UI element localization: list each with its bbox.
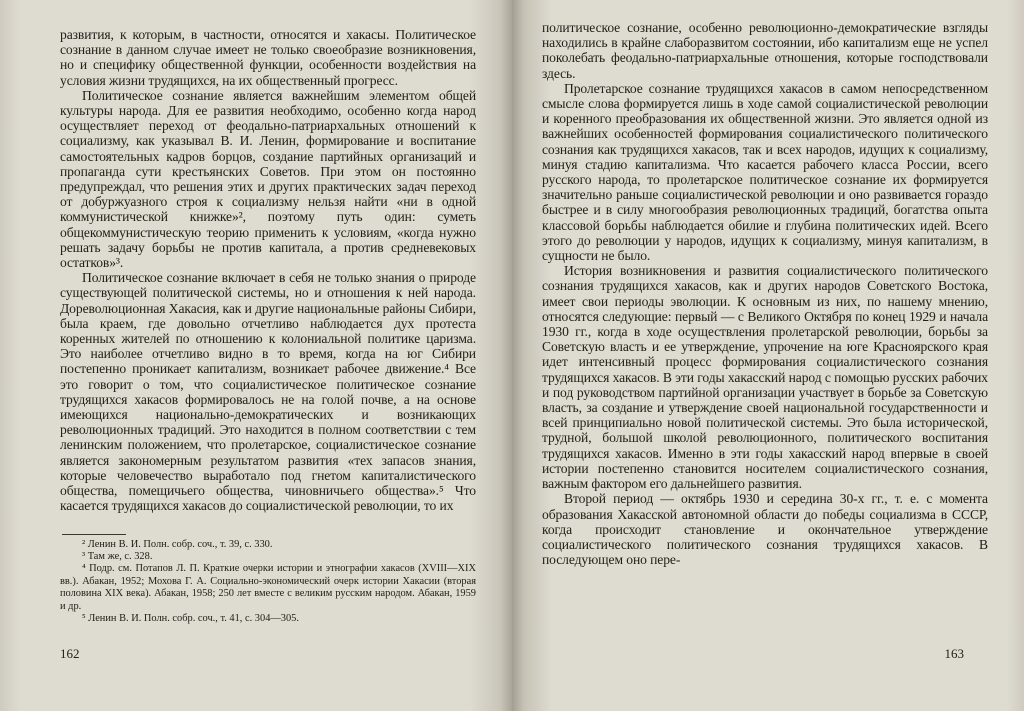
footnote-divider xyxy=(62,534,126,535)
footnote: ⁵ Ленин В. И. Полн. собр. соч., т. 41, с. 304—305. xyxy=(82,612,299,624)
left-page-text xyxy=(60,27,476,514)
paragraph: История возникновения и развития социалистического политического сознания трудящихся хакасов, как и других народов Советского Востока, имеет свои периоды эволюции. К основным из них, по нашему мнению, относятся следующие: первый — с Великого Октября по конец 1929 и начала 1930 гг., когда в ходе осуществления пролетарской революции, борьбы за Советскую власть и ее утверждение, упрочение на юге Красноярского края идет интенсивный процесс формирования социалистического сознания трудящихся хакасов. В эти годы хакасский народ с помощью русских рабочих и под руководством партийной организации участвует в борьбе за Советскую власть, за создание и утверждение своей национальной государственности и всей принципиально новой политической системы. Это была исторической, трудной, большой школой революционного, политического воспитания трудящихся хакасов. Именно в эти годы хакасский народ впервые в своей истории постепенно становится носителем социалистического сознания, важным фактором его дальнейшего развития. xyxy=(542,263,988,492)
right-page xyxy=(512,0,1024,711)
paragraph: развития, к которым, в частности, относятся и хакасы. Политическое сознание в данном случае имеет не только своеобразие возникновения, но и специфику общественной функции, особенности воздействия на условия жизни трудящихся, на их общественный прогресс. xyxy=(60,27,476,88)
page-number: 163 xyxy=(944,646,964,661)
paragraph: Политическое сознание включает в себя не только знания о природе существующей политической системы, но и отношения к ней народа. Дореволюционная Хакасия, как и другие национальные районы Сибири, была краем, где довольно отчетливо наблюдается дух протеста коренных жителей по отношению к колониальной политике царизма. Это наиболее отчетливо видно в то время, когда на юг Сибири постепенно проникает капитализм, возникает рабочее движение.⁴ Все это говорит о том, что социалистическое политическое сознание трудящихся хакасов формировалось не на голой почве, а на основе имеющихся национально-демократических и возникающих революционных традиций. Это находится в полном соответствии с тем ленинским положением, что пролетарское, социалистическое сознание является закономерным результатом развития «тех запасов знания, которые человечество выработало под гнетом капиталистического общества, помещичьего общества, чиновничьего общества».⁵ Что касается трудящихся хакасов до социалистической революции, то их xyxy=(60,270,476,514)
paragraph: Второй период — октябрь 1930 и середина 30-х гг., т. е. с момента образования Хакасской автономной области до победы социализма в СССР, когда происходит становление и окончательное утверждение социалистического политического сознания трудящихся хакасов. В последующем оно пере- xyxy=(542,491,988,568)
right-page-text xyxy=(542,20,988,567)
page-number: 162 xyxy=(60,646,80,661)
footnote: ² Ленин В. И. Полн. собр. соч., т. 39, с. 330. xyxy=(82,538,273,550)
paragraph: политическое сознание, особенно революционно-демократические взгляды находились в крайне слаборазвитом состоянии, ибо капитализм еще не успел поколебать феодально-патриархальные отношения, которые господствовали здесь. xyxy=(542,20,988,81)
paragraph: Пролетарское сознание трудящихся хакасов в самом непосредственном смысле слова формируется лишь в ходе самой социалистической революции и коренного преобразования их общественной жизни. Это является одной из важнейших особенностей формирования социалистического политического сознания как трудящихся хакасов, так и всех народов, идущих к социализму, минуя стадию капитализма. Что касается рабочего класса России, всего русского народа, то пролетарское политическое сознание их формируется значительно раньше социалистической революции и оно развивается гораздо быстрее и в силу многообразия революционных традиций, богатства опыта классовой борьбы наблюдается обилие и глубина политических идей. Всего этого до революции у народов, идущих к социализму, минуя капитализм, в сущности не было. xyxy=(542,80,988,264)
footnote: ⁴ Подр. см. Потапов Л. П. Краткие очерки истории и этнографии хакасов (XVIII—XIX вв.). Абакан, 1952; Мохова Г. А. Социально-экономический очерк истории Хакасии (вторая половина XIX века). Абакан, 1958; 250 лет вместе с великим русским народом. Абакан, 1959 и др. xyxy=(60,563,476,612)
footnote: ³ Там же, с. 328. xyxy=(82,550,153,562)
paragraph: Политическое сознание является важнейшим элементом общей культуры народа. Для ее развития необходимо, особенно когда народ осуществляет переход от феодально-патриархальных отношений к социализму, как указывал В. И. Ленин, формирование и воспитание самостоятельных кадров борцов, создание партийных организаций и пропаганда сути крестьянских Советов. При этом он постоянно предупреждал, что решения этих и других практических задач переход от добуржуазного строя к социализму нельзя найти «ни в одной коммунистической книжке»², поэтому путь один: суметь общекоммунистическую теорию применить к условиям, «когда нужно решать задачу борьбы не против капитала, а против средневековых остатков»³. xyxy=(60,87,476,271)
footnotes xyxy=(60,539,476,626)
